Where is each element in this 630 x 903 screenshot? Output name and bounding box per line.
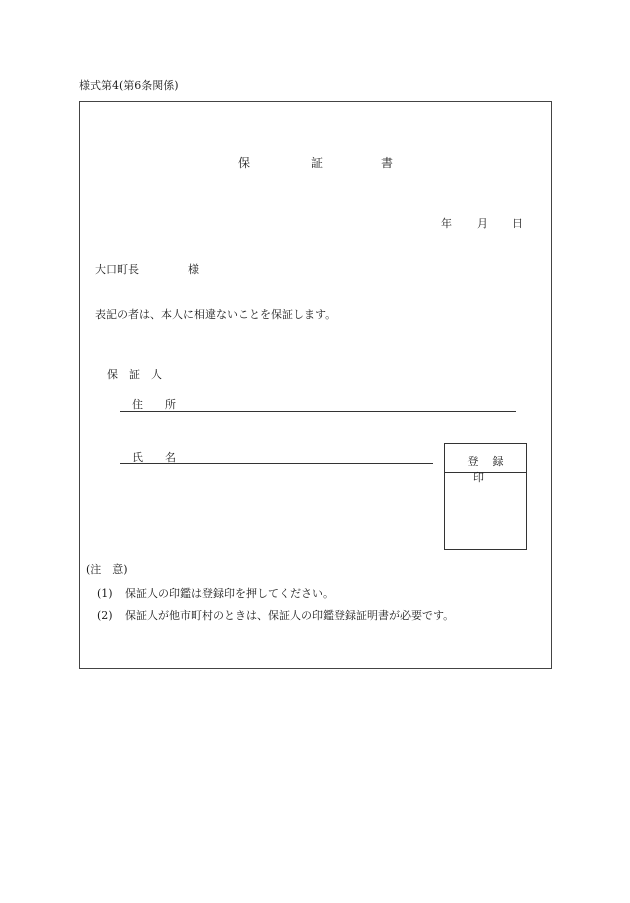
- form-label: 様式第4(第6条関係): [79, 79, 179, 92]
- addressee: 大口町長: [95, 263, 139, 276]
- guarantor-heading: 保 証 人: [107, 368, 162, 381]
- title-char-3: 書: [381, 156, 394, 170]
- address-field[interactable]: [120, 411, 516, 412]
- title-char-2: 証: [311, 156, 324, 170]
- address-label: 住 所: [132, 398, 176, 411]
- honorific: 様: [188, 263, 199, 276]
- statement: 表記の者は、本人に相違ないことを保証します。: [95, 308, 337, 321]
- date-day: 日: [512, 217, 523, 230]
- title-char-1: 保: [238, 156, 251, 170]
- form-frame: [79, 101, 552, 669]
- note-1-text: 保証人の印鑑は登録印を押してください。: [125, 587, 334, 600]
- seal-label: 登録印: [467, 455, 518, 484]
- date-month: 月: [477, 217, 488, 230]
- name-label: 氏 名: [132, 451, 176, 464]
- note-2-number: (2): [97, 609, 113, 622]
- seal-header: [445, 444, 526, 484]
- seal-box[interactable]: [444, 443, 527, 550]
- notes-heading: (注 意): [86, 563, 128, 576]
- name-field[interactable]: [120, 463, 433, 464]
- note-1-number: (1): [97, 587, 113, 600]
- note-2-text: 保証人が他市町村のときは、保証人の印鑑登録証明書が必要です。: [125, 609, 455, 622]
- date-year: 年: [441, 217, 452, 230]
